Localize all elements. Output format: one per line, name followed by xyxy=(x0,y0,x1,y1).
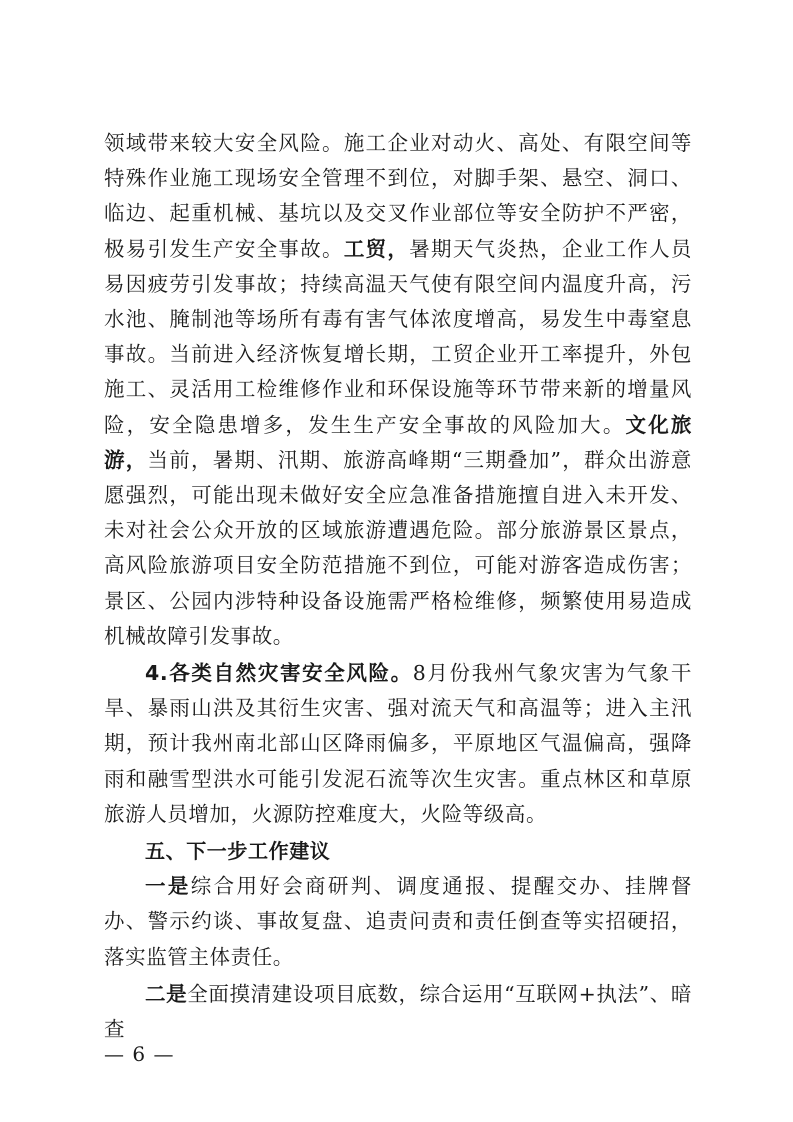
paragraph-suggestion-1 xyxy=(104,869,692,975)
bold-keyword-culture-tourism: 文化旅游， xyxy=(104,412,692,472)
bold-heading-natural-disaster: 4.各类自然灾害安全风险。 xyxy=(145,661,413,686)
section-heading: 五、下一步工作建议 xyxy=(145,839,331,864)
bold-keyword-first: 一是 xyxy=(145,874,191,899)
paragraph-natural-disaster xyxy=(104,656,692,832)
paragraph-risk-continued xyxy=(104,126,692,654)
paragraph-suggestion-2 xyxy=(104,977,692,1047)
page-number: — 6 — xyxy=(104,1042,175,1066)
paragraph-text: 8月份我州气象灾害为气象干旱、暴雨山洪及其衍生灾害、强对流天气和高温等；进入主汛期，预计我州南北部山区降雨偏多，平原地区气温偏高，强降雨和融雪型洪水可能引发泥石流等次生灾害。重点林区和草原旅游人员增加，火源防控难度大，火险等级高。 xyxy=(104,661,692,826)
document-body xyxy=(104,126,692,1047)
paragraph-text: 综合用好会商研判、调度通报、提醒交办、挂牌督办、警示约谈、事故复盘、追责问责和责任倒查等实招硬招，落实监管主体责任。 xyxy=(104,874,692,969)
bold-keyword-industry-trade: 工贸， xyxy=(343,236,410,261)
paragraph-text: 暑期天气炎热，企业工作人员易因疲劳引发事故；持续高温天气使有限空间内温度升高，污水池、腌制池等场所有毒有害气体浓度增高，易发生中毒窒息事故。当前进入经济恢复增长期，工贸企业开工率提升，外包施工、灵活用工检维修作业和环保设施等环节带来新的增量风险，安全隐患增多，发生生产安全事故的风险加大。 xyxy=(104,236,692,437)
paragraph-text: 当前，暑期、汛期、旅游高峰期“三期叠加”，群众出游意愿强烈，可能出现未做好安全应急准备措施擅自进入未开发、未对社会公众开放的区域旅游遭遇危险。部分旅游景区景点，高风险旅游项目安全防范措施不到位，可能对游客造成伤害；景区、公园内涉特种设备设施需严格检维修，频繁使用易造成机械故障引发事故。 xyxy=(104,447,693,648)
bold-keyword-second: 二是 xyxy=(145,981,188,1006)
paragraph-text: 全面摸清建设项目底数，综合运用“互联网+执法”、暗查 xyxy=(104,981,693,1042)
paragraph-text: 领域带来较大安全风险。施工企业对动火、高处、有限空间等特殊作业施工现场安全管理不到位，对脚手架、悬空、洞口、临边、起重机械、基坑以及交叉作业部位等安全防护不严密，极易引发生产安全事故。 xyxy=(104,131,692,261)
